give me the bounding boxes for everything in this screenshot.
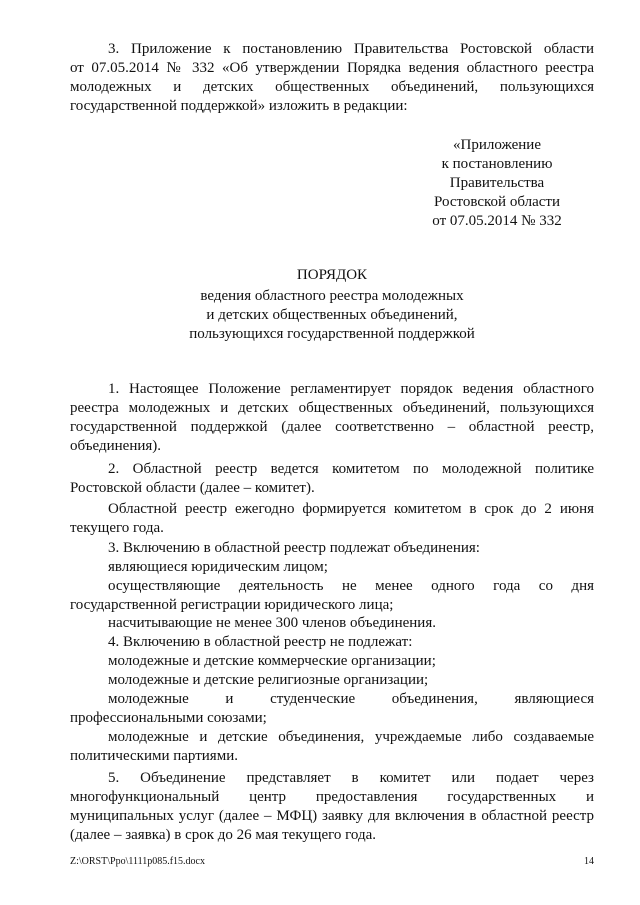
subtitle-line-1: ведения областного реестра молодежных	[200, 288, 464, 304]
attachment-line-5: от 07.05.2014 № 332	[432, 213, 562, 229]
intro-line-3: молодежных и детских общественных объединений, пользующихся	[70, 79, 594, 95]
body-line-21: 5. Объединение представляет в комитет или подает через	[108, 770, 594, 786]
body-line-8: текущего года.	[70, 520, 164, 536]
document-title: ПОРЯДОК	[296, 267, 368, 283]
body-line-11: осуществляющие деятельность не менее одного года со дня	[108, 578, 594, 594]
body-line-15: молодежные и детские коммерческие организации;	[108, 653, 436, 669]
page-number: 14	[584, 856, 594, 867]
body-line-23: муниципальных услуг (далее – МФЦ) заявку для включения в областной реестр	[70, 808, 594, 824]
intro-line-2: от 07.05.2014 № 332 «Об утверждении Порядка ведения областного реестра	[70, 60, 594, 76]
subtitle-line-3: пользующихся государственной поддержкой	[189, 326, 475, 342]
attachment-line-3: Правительства	[449, 175, 545, 191]
body-line-10: являющиеся юридическим лицом;	[108, 559, 328, 575]
body-line-19: молодежные и детские объединения, учреждаемые либо создаваемые	[108, 729, 594, 745]
subtitle-line-2: и детских общественных объединений,	[206, 307, 458, 323]
attachment-line-4: Ростовской области	[434, 194, 560, 210]
attachment-line-2: к постановлению	[441, 156, 553, 172]
footer-file-path: Z:\ORST\Ppo\1111p085.f15.docx	[70, 856, 205, 867]
body-line-17: молодежные и студенческие объединения, являющиеся	[108, 691, 594, 707]
body-line-13: насчитывающие не менее 300 членов объединения.	[108, 615, 436, 631]
intro-line-1: 3. Приложение к постановлению Правительства Ростовской области	[108, 41, 594, 57]
body-line-12: государственной регистрации юридического лица;	[70, 597, 394, 613]
body-line-5: 2. Областной реестр ведется комитетом по молодежной политике	[108, 461, 594, 477]
attachment-line-1: «Приложение	[452, 137, 541, 153]
body-line-24: (далее – заявка) в срок до 26 мая текущего года.	[70, 827, 377, 843]
body-line-6: Ростовской области (далее – комитет).	[70, 480, 315, 496]
body-line-22: многофункциональный центр предоставления государственных и	[70, 789, 594, 805]
body-line-14: 4. Включению в областной реестр не подлежат:	[108, 634, 413, 650]
body-line-4: объединения).	[70, 438, 162, 454]
body-line-1: 1. Настоящее Положение регламентирует порядок ведения областного	[108, 381, 594, 397]
body-line-7: Областной реестр ежегодно формируется комитетом в срок до 2 июня	[108, 501, 594, 517]
intro-line-4: государственной поддержкой» изложить в редакции:	[70, 98, 408, 114]
body-line-16: молодежные и детские религиозные организации;	[108, 672, 429, 688]
body-line-3: государственной поддержкой (далее соответственно – областной реестр,	[70, 419, 594, 435]
body-line-20: политическими партиями.	[70, 748, 238, 764]
body-line-18: профессиональными союзами;	[70, 710, 267, 726]
body-line-9: 3. Включению в областной реестр подлежат объединения:	[108, 540, 480, 556]
body-line-2: реестра молодежных и детских общественных объединений, пользующихся	[70, 400, 594, 416]
